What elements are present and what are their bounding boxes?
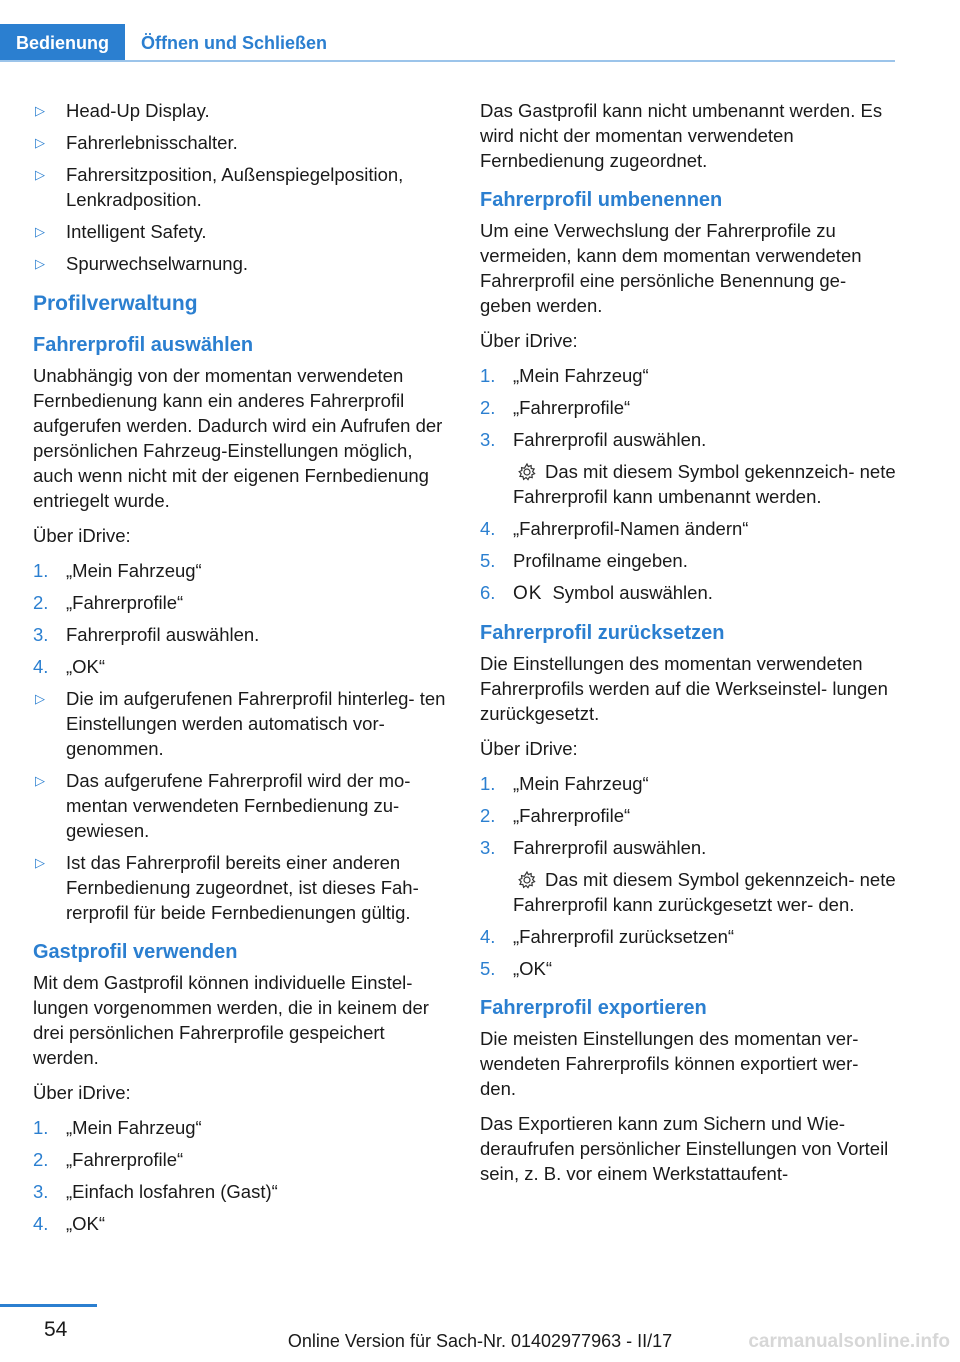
steps-reset-profile — [480, 771, 896, 981]
step-item: 2. „Fahrerprofile“ — [33, 592, 184, 613]
header-divider — [0, 60, 895, 62]
list-item: ▷ Die im aufgerufenen Fahrerprofil hinterleg‐ ten Einstellungen werden automatisch vor‐ genommen. — [35, 688, 446, 759]
left-column — [33, 98, 451, 1243]
step-item: 3. „Einfach losfahren (Gast)“ — [33, 1181, 278, 1202]
step-item: 1. „Mein Fahrzeug“ — [480, 773, 649, 794]
symbol-note: Das mit diesem Symbol gekennzeich‐ nete Fahrerprofil kann zurückgesetzt wer‐ den. — [513, 869, 896, 915]
list-item: ▷ Intelligent Safety. — [35, 221, 207, 242]
triangle-bullet-icon: ▷ — [35, 135, 45, 150]
tab-bedienung[interactable]: Bedienung — [0, 24, 125, 62]
ok-symbol-icon: OK — [513, 583, 543, 604]
triangle-bullet-icon: ▷ — [35, 167, 45, 182]
list-item: ▷ Spurwechselwarnung. — [35, 253, 249, 274]
step-item: 5. Profilname eingeben. — [480, 550, 688, 571]
list-item: ▷ Fahrersitzposition, Außenspiegelposition, Lenkradposition. — [35, 164, 404, 210]
footer-divider — [0, 1304, 97, 1307]
list-item: ▷ Ist das Fahrerprofil bereits einer anderen Fernbedienung zugeordnet, ist dieses Fah‐ rerprofil für beide Fernbedienungen gültig. — [35, 852, 419, 923]
triangle-bullet-icon: ▷ — [35, 256, 45, 271]
step-item: 4. „OK“ — [33, 1213, 106, 1234]
gear-icon — [517, 870, 537, 890]
heading-fahrerprofil-zuruecksetzen: Fahrerprofil zurücksetzen — [480, 622, 725, 644]
paragraph: Das Exportieren kann zum Sichern und Wie‐ deraufrufen persönlicher Einstellungen von Vorteil sein, z. B. vor einem Werkstattaufent‐ — [480, 1113, 889, 1184]
paragraph: Unabhängig von der momentan verwendeten Fernbedienung kann ein anderes Fahrerprofil aufgerufen werden. Dadurch wird ein Aufrufen der persönlichen Fahrzeug-Einstellungen möglich, auch wenn nicht mit der eigenen Fernbedienung entriegelt wurde. — [33, 365, 443, 511]
heading-fahrerprofil-auswaehlen: Fahrerprofil auswählen — [33, 334, 254, 356]
idrive-label: Über iDrive: — [480, 330, 578, 351]
steps-rename-profile — [480, 363, 896, 606]
step-item: 3. Fahrerprofil auswählen. — [480, 429, 707, 450]
header-tabs — [0, 24, 895, 62]
paragraph: Die meisten Einstellungen des momentan ver‐ wendeten Fahrerprofils können exportiert wer‐ den. — [480, 1028, 859, 1099]
result-list — [33, 686, 451, 925]
step-item: 3. Fahrerprofil auswählen. — [480, 837, 707, 858]
idrive-label: Über iDrive: — [480, 738, 578, 759]
page-number: 54 — [44, 1318, 68, 1341]
paragraph: Mit dem Gastprofil können individuelle Einstel‐ lungen vorgenommen werden, die in keinem der drei persönlichen Fahrerprofile gespeichert werden. — [33, 972, 429, 1068]
step-item: 2. „Fahrerprofile“ — [480, 805, 631, 826]
heading-fahrerprofil-umbenennen: Fahrerprofil umbenennen — [480, 189, 723, 211]
paragraph: Die Einstellungen des momentan verwendeten Fahrerprofils werden auf die Werkseinstel‐ lungen zurückgesetzt. — [480, 653, 888, 724]
step-item: 4. „OK“ — [33, 656, 106, 677]
watermark: carmanualsonline.info — [748, 1331, 950, 1352]
online-version-note: Online Version für Sach-Nr. 01402977963 - II/17 — [287, 1331, 673, 1351]
list-item: ▷ Head-Up Display. — [35, 100, 210, 121]
step-item: 3. Fahrerprofil auswählen. — [33, 624, 260, 645]
step-item: 1. „Mein Fahrzeug“ — [480, 365, 649, 386]
section-title-profilverwaltung: Profilverwaltung — [33, 292, 198, 315]
triangle-bullet-icon: ▷ — [35, 224, 45, 239]
step-item: 4. „Fahrerprofil-Namen ändern“ — [480, 518, 749, 539]
heading-fahrerprofil-exportieren: Fahrerprofil exportieren — [480, 997, 707, 1019]
heading-gastprofil-verwenden: Gastprofil verwenden — [33, 941, 238, 963]
step-item: 1. „Mein Fahrzeug“ — [33, 1117, 202, 1138]
right-column — [480, 98, 896, 1196]
step-item: 2. „Fahrerprofile“ — [33, 1149, 184, 1170]
triangle-bullet-icon: ▷ — [35, 855, 45, 870]
idrive-label: Über iDrive: — [33, 525, 131, 546]
list-item: ▷ Fahrerlebnisschalter. — [35, 132, 238, 153]
tab-oeffnen-und-schliessen[interactable]: Öffnen und Schließen — [125, 24, 343, 62]
paragraph: Das Gastprofil kann nicht umbenannt werden. Es wird nicht der momentan verwendeten Fernbedienung zugeordnet. — [480, 100, 883, 171]
steps-guest-profile — [33, 1115, 451, 1236]
steps-select-profile — [33, 558, 451, 679]
paragraph: Um eine Verwechslung der Fahrerprofile zu vermeiden, kann dem momentan verwendeten Fahrerprofil eine persönliche Benennung ge‐ geben werden. — [480, 220, 862, 316]
step-item: 2. „Fahrerprofile“ — [480, 397, 631, 418]
step-item: 4. „Fahrerprofil zurücksetzen“ — [480, 926, 735, 947]
step-item: 6. OK Symbol auswählen. — [480, 582, 713, 604]
step-item: 5. „OK“ — [480, 958, 553, 979]
symbol-note: Das mit diesem Symbol gekennzeich‐ nete Fahrerprofil kann umbenannt werden. — [513, 461, 896, 507]
feature-list — [33, 98, 451, 276]
triangle-bullet-icon: ▷ — [35, 103, 45, 118]
idrive-label: Über iDrive: — [33, 1082, 131, 1103]
triangle-bullet-icon: ▷ — [35, 691, 45, 706]
gear-icon — [517, 462, 537, 482]
triangle-bullet-icon: ▷ — [35, 773, 45, 788]
step-item: 1. „Mein Fahrzeug“ — [33, 560, 202, 581]
list-item: ▷ Das aufgerufene Fahrerprofil wird der mo‐ mentan verwendeten Fernbedienung zu‐ gewiesen. — [35, 770, 411, 841]
